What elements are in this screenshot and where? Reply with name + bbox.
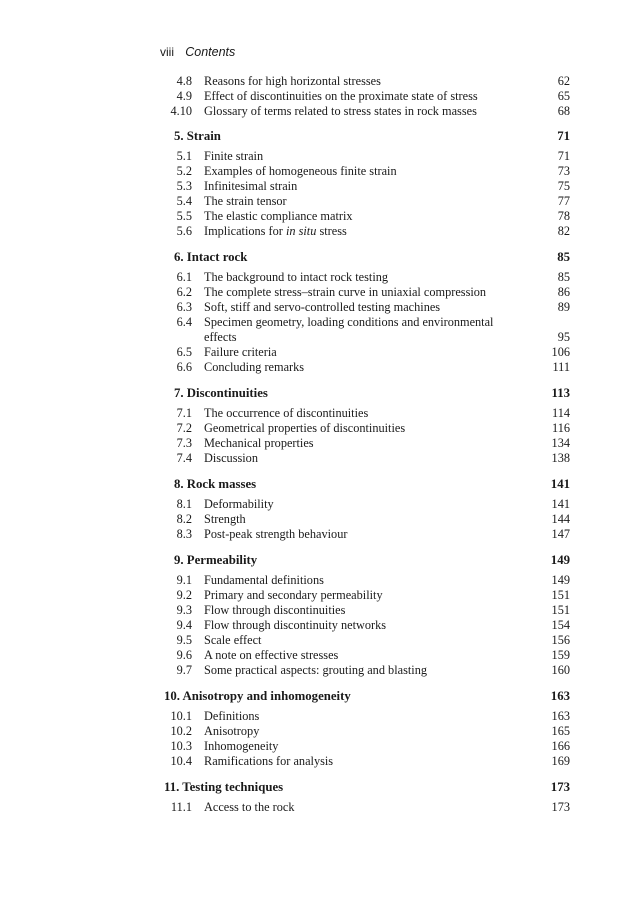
toc-entry-8-1 [0, 497, 638, 512]
toc-entry-title: Fundamental definitions [204, 573, 324, 587]
toc-entry-4-8 [0, 74, 638, 89]
toc-entry-5-3 [0, 179, 638, 194]
toc-entry-title: Scale effect [204, 633, 262, 647]
toc-entry-title-part: stress [316, 224, 347, 238]
toc-entry-title: Geometrical properties of discontinuities [204, 421, 406, 435]
toc-entry-title: Inhomogeneity [204, 739, 279, 753]
toc-entry-5-1 [0, 149, 638, 164]
toc-entry-number: 11.1 [170, 800, 192, 814]
toc-entry-11-1 [0, 800, 638, 815]
toc-entry-number: 5.1 [176, 149, 192, 163]
toc-entry-title: Some practical aspects: grouting and blasting [204, 663, 427, 677]
chapter-page: 71 [557, 129, 570, 143]
toc-entry-number: 6.6 [176, 360, 192, 374]
toc-entry-number: 8.1 [176, 497, 192, 511]
toc-entry-number: 7.1 [176, 406, 192, 420]
chapter-title: 8. Rock masses [174, 477, 257, 491]
running-head [160, 44, 235, 60]
chapter-title: 5. Strain [174, 129, 221, 143]
toc-entry-5-6 [0, 224, 638, 239]
toc-entry-8-2 [0, 512, 638, 527]
toc-entry-title: Soft, stiff and servo-controlled testing machines [204, 300, 441, 314]
toc-entry-page: 77 [557, 194, 570, 208]
toc-entry-9-7 [0, 663, 638, 678]
toc-entry-page: 149 [551, 573, 570, 587]
toc-entry-number: 4.9 [176, 89, 192, 103]
toc-entry-title: The strain tensor [204, 194, 287, 208]
toc-entry-4-9 [0, 89, 638, 104]
toc-entry-page: 78 [557, 209, 570, 223]
toc-entry-page: 147 [551, 527, 570, 541]
running-head-title: Contents [185, 45, 236, 59]
toc-entry-title-line: effects [204, 330, 237, 344]
toc-entry-number: 5.5 [176, 209, 192, 223]
toc-entry-7-2 [0, 421, 638, 436]
toc-entry-title: Anisotropy [204, 724, 260, 738]
toc-entry-page: 151 [551, 603, 570, 617]
toc-entry-page: 116 [552, 421, 570, 435]
toc-entry-number: 5.6 [176, 224, 192, 238]
toc-entry-number: 9.4 [176, 618, 192, 632]
toc-entry-number: 7.3 [176, 436, 192, 450]
chapter-heading-10 [0, 688, 638, 704]
toc-entry-number: 10.2 [170, 724, 192, 738]
toc-entry-4-10 [0, 104, 638, 119]
toc-entry-title [204, 315, 534, 345]
chapter-page: 85 [557, 250, 570, 264]
toc-entry-7-4 [0, 451, 638, 466]
toc-entry-6-1 [0, 270, 638, 285]
running-head-page-number: viii [160, 45, 174, 59]
toc-entry-number: 6.4 [176, 315, 192, 329]
chapter-heading-7 [0, 385, 638, 401]
toc-entry-9-2 [0, 588, 638, 603]
chapter-title: 10. Anisotropy and inhomogeneity [164, 689, 351, 703]
toc-entry-number: 9.2 [176, 588, 192, 602]
toc-entry-page: 65 [557, 89, 570, 103]
toc-entry-title: Effect of discontinuities on the proximate state of stress [204, 89, 478, 103]
chapter-heading-5 [0, 128, 638, 144]
toc-entry-10-3 [0, 739, 638, 754]
toc-entry-6-5 [0, 345, 638, 360]
toc-entry-10-1 [0, 709, 638, 724]
toc-entry-5-5 [0, 209, 638, 224]
toc-entry-10-2 [0, 724, 638, 739]
toc-entry-number: 5.3 [176, 179, 192, 193]
chapter-heading-8 [0, 476, 638, 492]
toc-entry-title: Deformability [204, 497, 274, 511]
toc-entry-number: 7.4 [176, 451, 192, 465]
chapter-page: 141 [550, 477, 570, 491]
toc-entry-page: 134 [551, 436, 570, 450]
chapter-title: 7. Discontinuities [174, 386, 268, 400]
toc-entry-title: Ramifications for analysis [204, 754, 334, 768]
toc-entry-number: 4.10 [170, 104, 192, 118]
chapter-title: 9. Permeability [174, 553, 258, 567]
toc-entry-title: Infinitesimal strain [204, 179, 298, 193]
toc-entry-page: 138 [551, 451, 570, 465]
toc-entry-title: Examples of homogeneous finite strain [204, 164, 397, 178]
toc-entry-page: 62 [557, 74, 570, 88]
toc-entry-6-4 [0, 315, 638, 345]
toc-entry-number: 10.4 [170, 754, 192, 768]
toc-entry-title: Discussion [204, 451, 258, 465]
toc-entry-title-italic: in situ [285, 224, 317, 238]
toc-entry-title-line: Specimen geometry, loading conditions and environmental [204, 315, 494, 329]
table-of-contents [0, 74, 638, 815]
toc-entry-title: Definitions [204, 709, 260, 723]
toc-entry-page: 114 [552, 406, 570, 420]
toc-entry-page: 144 [551, 512, 570, 526]
toc-entry-title: Strength [204, 512, 246, 526]
toc-entry-page: 159 [551, 648, 570, 662]
toc-entry-page: 85 [557, 270, 570, 284]
toc-entry-number: 8.2 [176, 512, 192, 526]
toc-entry-title: Access to the rock [204, 800, 295, 814]
toc-entry-number: 10.1 [170, 709, 192, 723]
toc-entry-title: Primary and secondary permeability [204, 588, 383, 602]
toc-entry-title [204, 224, 534, 239]
toc-entry-number: 6.5 [176, 345, 192, 359]
toc-entry-7-3 [0, 436, 638, 451]
toc-entry-6-2 [0, 285, 638, 300]
toc-entry-title: Mechanical properties [204, 436, 314, 450]
chapter-page: 149 [550, 553, 570, 567]
toc-entry-page: 68 [557, 104, 570, 118]
toc-entry-number: 5.2 [176, 164, 192, 178]
toc-entry-page: 163 [551, 709, 570, 723]
toc-entry-number: 7.2 [176, 421, 192, 435]
toc-entry-number: 10.3 [170, 739, 192, 753]
toc-entry-10-4 [0, 754, 638, 769]
toc-entry-9-6 [0, 648, 638, 663]
toc-entry-page: 106 [551, 345, 570, 359]
toc-entry-title: Finite strain [204, 149, 264, 163]
toc-entry-page: 166 [551, 739, 570, 753]
toc-entry-8-3 [0, 527, 638, 542]
toc-entry-title: Flow through discontinuity networks [204, 618, 387, 632]
toc-entry-title: A note on effective stresses [204, 648, 339, 662]
toc-entry-title: The occurrence of discontinuities [204, 406, 369, 420]
toc-entry-page: 151 [551, 588, 570, 602]
toc-entry-page: 95 [557, 330, 570, 344]
toc-entry-page: 165 [551, 724, 570, 738]
toc-entry-6-3 [0, 300, 638, 315]
toc-entry-title: The background to intact rock testing [204, 270, 389, 284]
toc-entry-title: Concluding remarks [204, 360, 305, 374]
toc-entry-title: The complete stress–strain curve in uniaxial compression [204, 285, 487, 299]
toc-entry-title: Reasons for high horizontal stresses [204, 74, 381, 88]
chapter-heading-6 [0, 249, 638, 265]
toc-entry-number: 6.1 [176, 270, 192, 284]
toc-entry-page: 173 [551, 800, 570, 814]
toc-entry-page: 111 [552, 360, 570, 374]
toc-entry-9-4 [0, 618, 638, 633]
chapter-page: 163 [550, 689, 570, 703]
toc-entry-number: 9.1 [176, 573, 192, 587]
toc-entry-number: 9.5 [176, 633, 192, 647]
toc-entry-page: 156 [551, 633, 570, 647]
chapter-page: 173 [550, 780, 570, 794]
toc-entry-title: The elastic compliance matrix [204, 209, 353, 223]
chapter-heading-11 [0, 779, 638, 795]
toc-entry-9-5 [0, 633, 638, 648]
toc-entry-page: 75 [557, 179, 570, 193]
toc-entry-number: 9.3 [176, 603, 192, 617]
toc-entry-number: 8.3 [176, 527, 192, 541]
toc-entry-page: 160 [551, 663, 570, 677]
toc-entry-number: 6.2 [176, 285, 192, 299]
toc-entry-page: 169 [551, 754, 570, 768]
toc-entry-number: 5.4 [176, 194, 192, 208]
toc-entry-6-6 [0, 360, 638, 375]
toc-entry-title: Glossary of terms related to stress states in rock masses [204, 104, 477, 118]
toc-entry-title: Failure criteria [204, 345, 277, 359]
toc-entry-number: 9.7 [176, 663, 192, 677]
toc-entry-page: 89 [557, 300, 570, 314]
toc-entry-5-4 [0, 194, 638, 209]
toc-entry-number: 6.3 [176, 300, 192, 314]
toc-entry-title: Flow through discontinuities [204, 603, 346, 617]
toc-entry-page: 86 [557, 285, 570, 299]
toc-entry-page: 154 [551, 618, 570, 632]
toc-entry-title-part: Implications for [204, 224, 286, 238]
toc-entry-page: 141 [551, 497, 570, 511]
chapter-title: 6. Intact rock [174, 250, 248, 264]
chapter-page: 113 [551, 386, 570, 400]
toc-entry-7-1 [0, 406, 638, 421]
chapter-title: 11. Testing techniques [164, 780, 284, 794]
toc-entry-page: 73 [557, 164, 570, 178]
toc-entry-9-1 [0, 573, 638, 588]
toc-entry-5-2 [0, 164, 638, 179]
toc-entry-number: 4.8 [176, 74, 192, 88]
toc-entry-page: 71 [557, 149, 570, 163]
toc-entry-9-3 [0, 603, 638, 618]
chapter-heading-9 [0, 552, 638, 568]
toc-entry-page: 82 [557, 224, 570, 238]
toc-entry-title: Post-peak strength behaviour [204, 527, 348, 541]
toc-entry-number: 9.6 [176, 648, 192, 662]
